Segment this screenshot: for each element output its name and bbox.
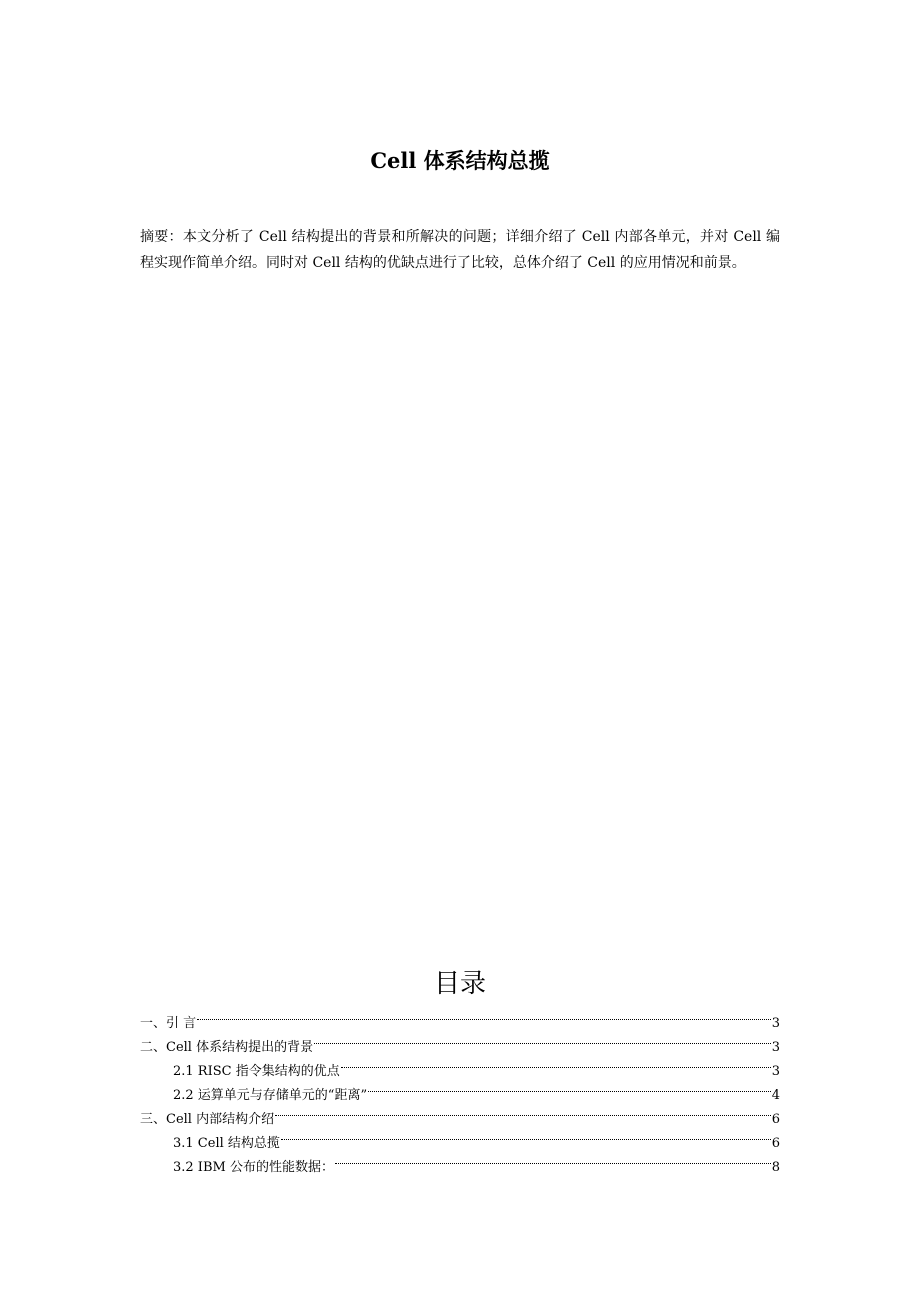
- toc-entry-label: 2.2 运算单元与存储单元的“距离”: [173, 1088, 368, 1103]
- toc-entry-page: 3: [771, 1016, 780, 1031]
- table-of-contents: [140, 1003, 780, 1175]
- toc-entry-label: 2.1 RISC 指令集结构的优点: [173, 1064, 340, 1079]
- toc-leader-dots: [314, 1027, 771, 1051]
- toc-entry[interactable]: [140, 1003, 780, 1031]
- toc-leader-dots: [335, 1147, 771, 1171]
- toc-leader-dots: [197, 1003, 771, 1027]
- toc-entry[interactable]: [140, 1027, 780, 1055]
- toc-entry-page: 8: [771, 1160, 780, 1175]
- toc-entry-page: 3: [771, 1040, 780, 1055]
- toc-leader-dots: [368, 1075, 771, 1099]
- document-title: Cell 体系结构总揽: [370, 148, 550, 173]
- toc-entry-page: 4: [771, 1088, 780, 1103]
- toc-entry-page: 6: [771, 1112, 780, 1127]
- toc-entry-label: 3.2 IBM 公布的性能数据：: [173, 1160, 334, 1175]
- toc-leader-dots: [341, 1051, 771, 1075]
- toc-leader-dots: [275, 1099, 771, 1123]
- abstract-paragraph: 摘要：本文分析了 Cell 结构提出的背景和所解决的问题；详细介绍了 Cell 内部各单元，并对 Cell 编程实现作简单介绍。同时对 Cell 结构的优缺点进行了比较，总体介绍了 Cell 的应用情况和前景。: [140, 229, 780, 271]
- toc-entry-page: 6: [771, 1136, 780, 1151]
- toc-entry-page: 3: [771, 1064, 780, 1079]
- toc-entry-label: 3.1 Cell 结构总揽: [173, 1136, 280, 1151]
- toc-title: 目录: [433, 969, 486, 999]
- toc-entry-label: 三、Cell 内部结构介绍: [140, 1112, 275, 1127]
- toc-entry-label: 一、引 言: [140, 1016, 197, 1031]
- toc-entry-label: 二、Cell 体系结构提出的背景: [140, 1040, 314, 1055]
- toc-leader-dots: [281, 1123, 771, 1147]
